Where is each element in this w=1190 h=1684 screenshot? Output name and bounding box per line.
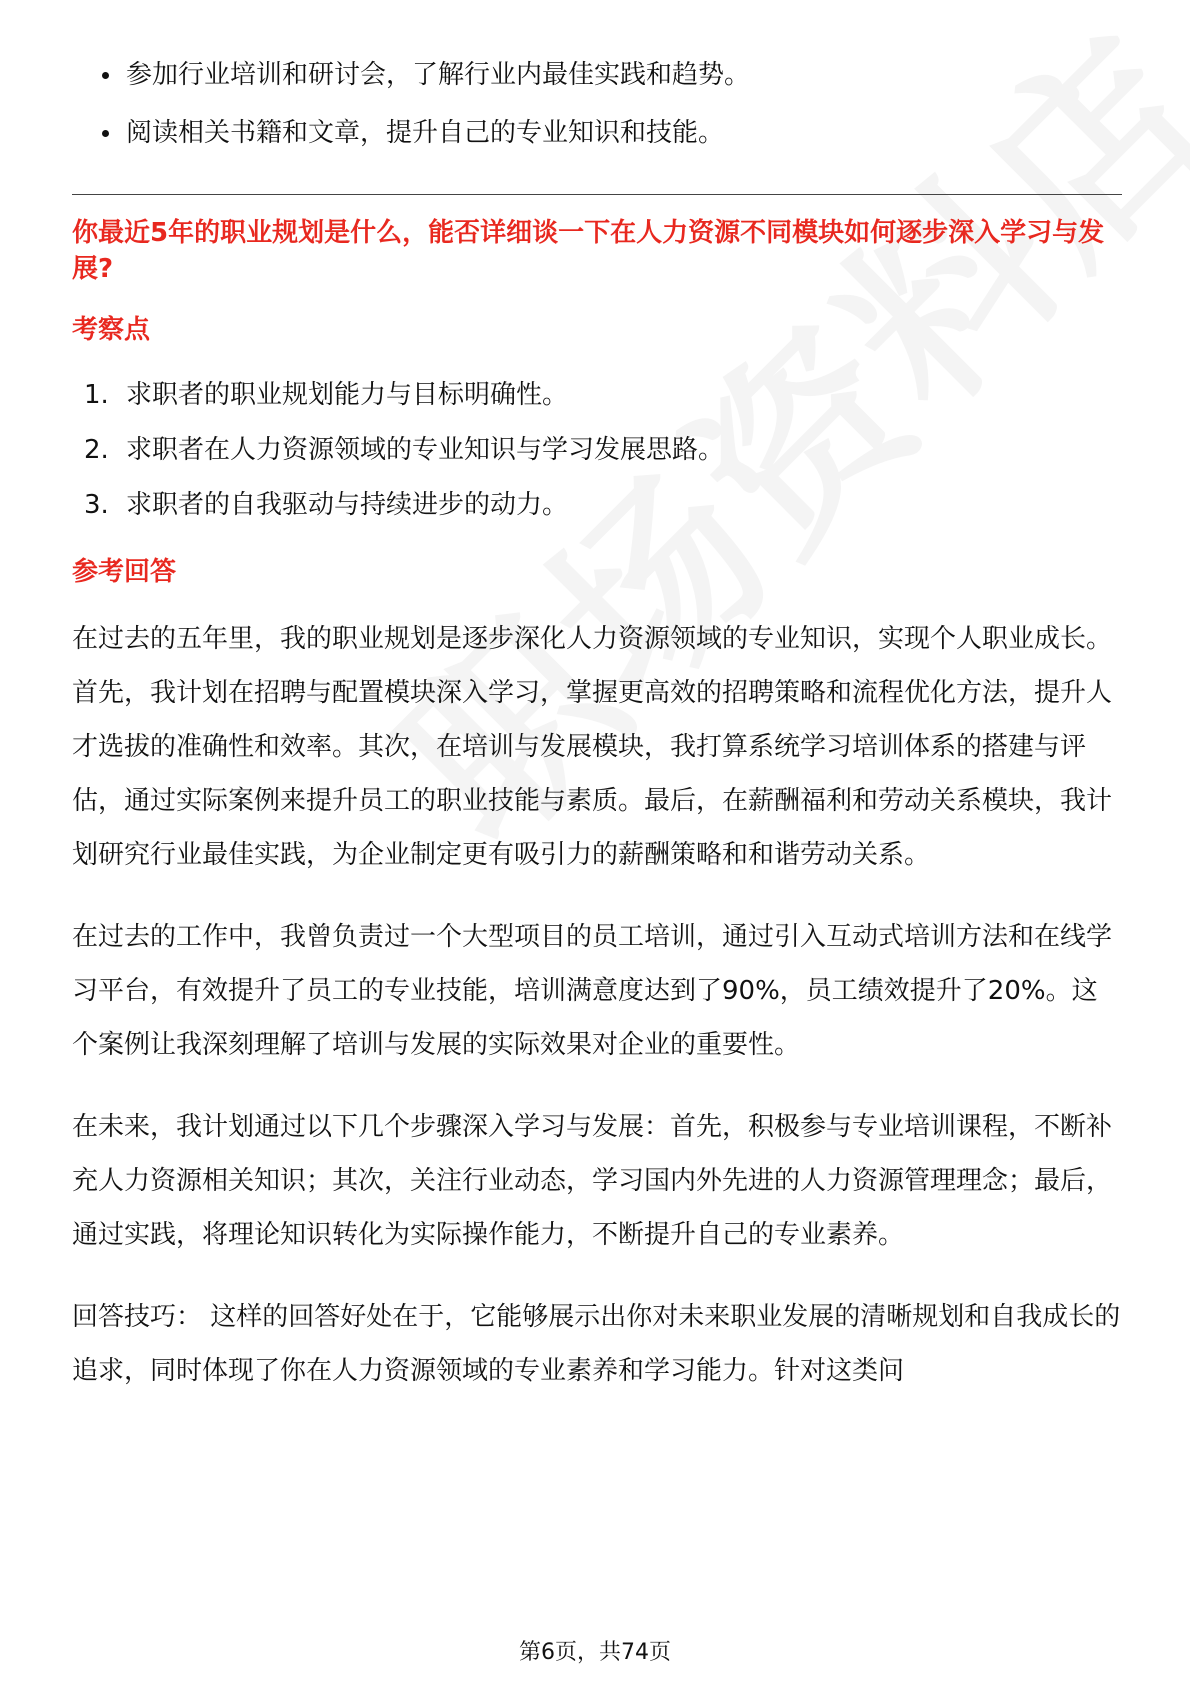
list-item bbox=[72, 56, 1122, 94]
answer-paragraph: 在未来，我计划通过以下几个步骤深入学习与发展：首先，积极参与专业培训课程，不断补充人力资源相关知识；其次，关注行业动态，学习国内外先进的人力资源管理理念；最后，通过实践，将理论知识转化为实际操作能力，不断提升自己的专业素养。 bbox=[72, 1112, 1113, 1250]
focus-point-text: 求职者的职业规划能力与目标明确性。 bbox=[126, 380, 569, 410]
answer-paragraph: 在过去的工作中，我曾负责过一个大型项目的员工培训，通过引入互动式培训方法和在线学习平台，有效提升了员工的专业技能，培训满意度达到了90%，员工绩效提升了20%。这个案例让我深刻理解了培训与发展的实际效果对企业的重要性。 bbox=[72, 922, 1113, 1060]
section-divider bbox=[72, 194, 1122, 195]
answer-paragraph: 在过去的五年里，我的职业规划是逐步深化人力资源领域的专业知识，实现个人职业成长。首先，我计划在招聘与配置模块深入学习，掌握更高效的招聘策略和流程优化方法，提升人才选拔的准确性和效率。其次，在培训与发展模块，我打算系统学习培训体系的搭建与评估，通过实际案例来提升员工的职业技能与素质。最后，在薪酬福利和劳动关系模块，我计划研究行业最佳实践，为企业制定更有吸引力的薪酬策略和和谐劳动关系。 bbox=[72, 624, 1113, 870]
list-item bbox=[72, 376, 1122, 414]
list-number: 1. bbox=[84, 380, 109, 410]
focus-point-list bbox=[72, 376, 1122, 524]
focus-title: 考察点 bbox=[72, 315, 151, 345]
question-heading: 你最近5年的职业规划是什么，能否详细谈一下在人力资源不同模块如何逐步深入学习与发展? bbox=[72, 218, 1105, 284]
focus-point-text: 求职者在人力资源领域的专业知识与学习发展思路。 bbox=[126, 435, 725, 465]
bullet-dot-icon bbox=[102, 72, 109, 79]
list-item bbox=[72, 114, 1122, 152]
bullet-text: 参加行业培训和研讨会，了解行业内最佳实践和趋势。 bbox=[126, 60, 751, 90]
list-item bbox=[72, 486, 1122, 524]
page-number: 第6页，共74页 bbox=[519, 1640, 671, 1665]
bullet-text: 阅读相关书籍和文章，提升自己的专业知识和技能。 bbox=[126, 118, 725, 148]
answer-tips-paragraph: 回答技巧： 这样的回答好处在于，它能够展示出你对未来职业发展的清晰规划和自我成长的追求，同时体现了你在人力资源领域的专业素养和学习能力。针对这类问 bbox=[72, 1302, 1121, 1386]
top-bullet-list bbox=[72, 56, 1122, 152]
page-content bbox=[72, 56, 1122, 1398]
list-number: 3. bbox=[84, 490, 109, 520]
answer-title: 参考回答 bbox=[72, 557, 177, 587]
list-number: 2. bbox=[84, 435, 109, 465]
bullet-dot-icon bbox=[102, 130, 109, 137]
focus-point-text: 求职者的自我驱动与持续进步的动力。 bbox=[126, 490, 569, 520]
list-item bbox=[72, 431, 1122, 469]
